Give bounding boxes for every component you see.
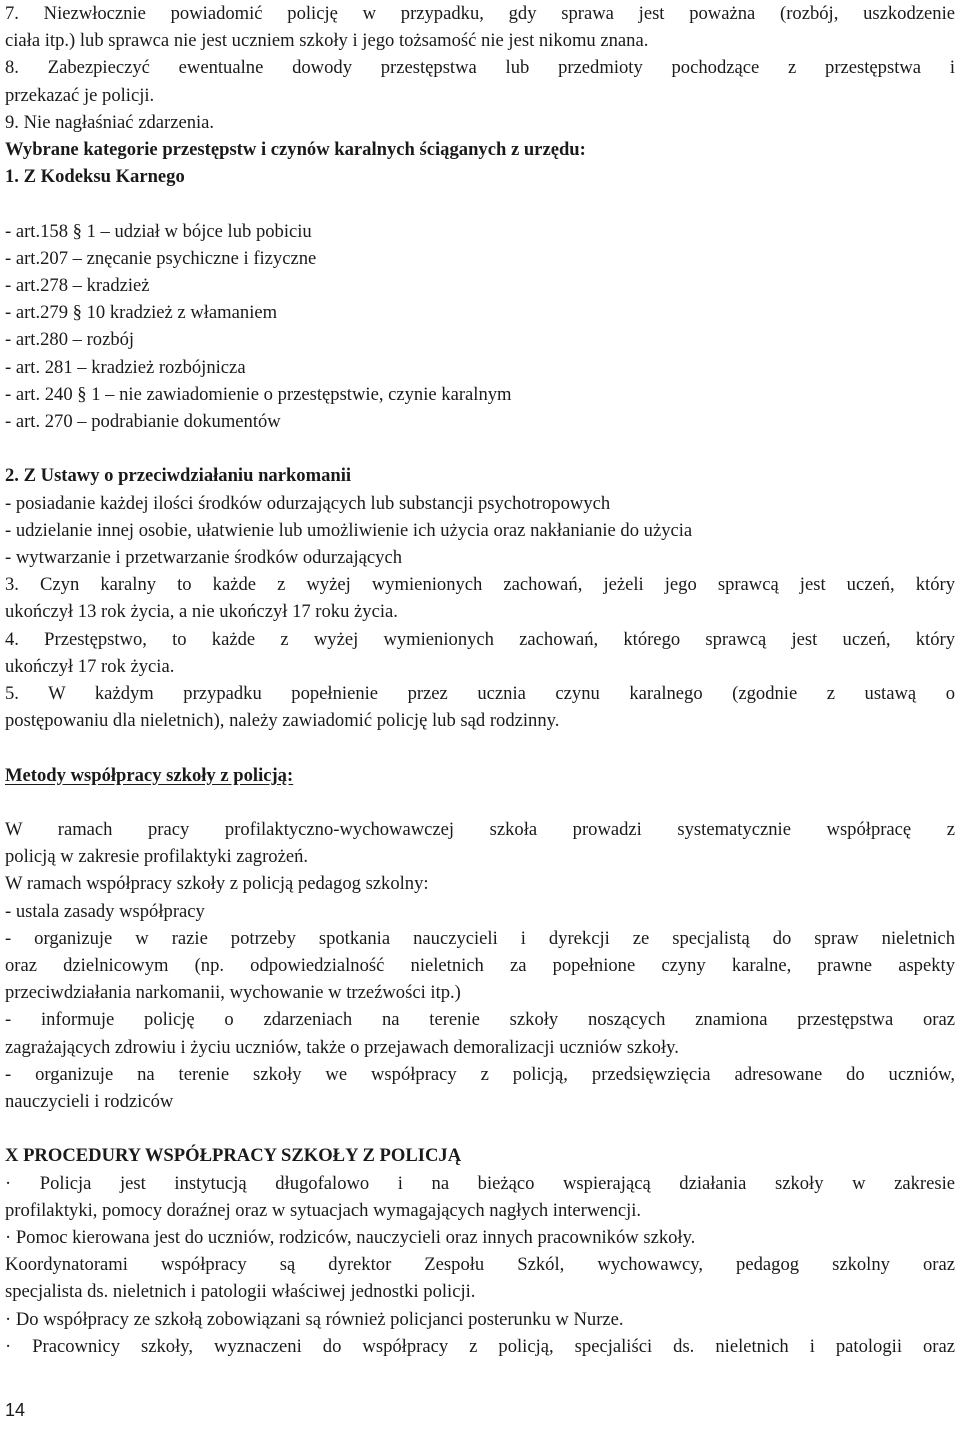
spacer bbox=[5, 734, 955, 761]
section-x-line: · Do współpracy ze szkołą zobowiązani są również policjanci posterunku w Nurze. bbox=[5, 1308, 624, 1330]
intro-line: 9. Nie nagłaśniać zdarzenia. bbox=[5, 111, 215, 133]
kk-item: - art.280 – rozbój bbox=[5, 329, 135, 351]
pedagog-item: przeciwdziałania narkomanii, wychowanie w trzeźwości itp.) bbox=[5, 982, 461, 1004]
pedagog-item: oraz dzielnicowym (np. odpowiedzialność nieletnich za popełnione czyny karalne, prawne aspekty bbox=[5, 955, 955, 977]
section-x-line: specjalista ds. nieletnich i patologii właściwej jednostki policji. bbox=[5, 1281, 476, 1303]
pedagog-item: - organizuje na terenie szkoły we współpracy z policją, przedsięwzięcia adresowane do uczniów, bbox=[5, 1063, 955, 1085]
intro-line: 8. Zabezpieczyć ewentualne dowody przestępstwa lub przedmioty pochodzące z przestępstwa i bbox=[5, 57, 955, 79]
section-x-heading: X PROCEDURY WSPÓŁPRACY SZKOŁY Z POLICJĄ bbox=[5, 1145, 462, 1167]
kk-item: - art. 270 – podrabianie dokumentów bbox=[5, 411, 281, 433]
kk-item: - art.278 – kradzież bbox=[5, 275, 150, 297]
section-x-line: · Pomoc kierowana jest do uczniów, rodziców, nauczycieli oraz innych pracowników szkoły. bbox=[5, 1227, 696, 1249]
point-4-line: ukończył 17 rok życia. bbox=[5, 655, 175, 677]
page-number: 14 bbox=[5, 1400, 26, 1420]
methods-para-line: policją w zakresie profilaktyki zagrożeń. bbox=[5, 846, 309, 868]
section-x-line: · Pracownicy szkoły, wyznaczeni do współpracy z policją, specjaliści ds. nieletnich i patologii oraz bbox=[5, 1335, 955, 1357]
kk-item: - art.279 § 10 kradzież z włamaniem bbox=[5, 302, 278, 324]
narko-heading: 2. Z Ustawy o przeciwdziałaniu narkomanii bbox=[5, 465, 352, 487]
pedagog-item: - ustala zasady współpracy bbox=[5, 900, 205, 922]
intro-line: ciała itp.) lub sprawca nie jest uczniem szkoły i jego tożsamość nie jest nikomu znana. bbox=[5, 30, 649, 52]
pedagog-item: zagrażających zdrowiu i życiu uczniów, także o przejawach demoralizacji uczniów szkoły. bbox=[5, 1036, 679, 1058]
document-page bbox=[5, 0, 955, 1360]
kk-item: - art. 281 – kradzież rozbójnicza bbox=[5, 356, 246, 378]
section-x-line: · Policja jest instytucją długofalowo i na bieżąco wspierającą działania szkoły w zakresie bbox=[5, 1172, 955, 1194]
intro-line: 7. Niezwłocznie powiadomić policję w przypadku, gdy sprawa jest poważna (rozbój, uszkodzenie bbox=[5, 3, 955, 24]
methods-para-line: W ramach pracy profilaktyczno-wychowawczej szkoła prowadzi systematycznie współpracę z bbox=[5, 819, 955, 841]
kk-item: - art.158 § 1 – udział w bójce lub pobiciu bbox=[5, 220, 312, 242]
point-4-line: 4. Przestępstwo, to każde z wyżej wymienionych zachowań, którego sprawcą jest uczeń, który bbox=[5, 628, 955, 650]
intro-line: przekazać je policji. bbox=[5, 84, 155, 106]
section-x-line: Koordynatorami współpracy są dyrektor Zespołu Szkól, wychowawcy, pedagog szkolny oraz bbox=[5, 1254, 955, 1276]
pedagog-item: - organizuje w razie potrzeby spotkania nauczycieli i dyrekcji ze specjalistą do spraw nieletnich bbox=[5, 927, 955, 949]
pedagog-item: nauczycieli i rodziców bbox=[5, 1091, 174, 1113]
categories-heading: Wybrane kategorie przestępstw i czynów karalnych ściąganych z urzędu: bbox=[5, 139, 586, 161]
kk-item: - art.207 – znęcanie psychiczne i fizyczne bbox=[5, 247, 317, 269]
kk-item: - art. 240 § 1 – nie zawiadomienie o przestępstwie, czynie karalnym bbox=[5, 383, 512, 405]
spacer bbox=[5, 190, 955, 217]
point-3-line: ukończył 13 rok życia, a nie ukończył 17 roku życia. bbox=[5, 601, 398, 623]
point-5-line: postępowaniu dla nieletnich), należy zawiadomić policję lub sąd rodzinny. bbox=[5, 710, 560, 732]
spacer bbox=[5, 435, 955, 462]
pedagog-item: - informuje policję o zdarzeniach na terenie szkoły noszących znamiona przestępstwa oraz bbox=[5, 1009, 955, 1031]
kk-heading: 1. Z Kodeksu Karnego bbox=[5, 166, 185, 188]
narko-item: - wytwarzanie i przetwarzanie środków odurzających bbox=[5, 547, 402, 569]
narko-item: - udzielanie innej osobie, ułatwienie lub umożliwienie ich użycia oraz nakłanianie do użycia bbox=[5, 519, 693, 541]
narko-item: - posiadanie każdej ilości środków odurzających lub substancji psychotropowych bbox=[5, 492, 611, 514]
section-x-line: profilaktyki, pomocy doraźnej oraz w sytuacjach wymagających nagłych interwencji. bbox=[5, 1199, 642, 1221]
methods-heading: Metody współpracy szkoły z policją: bbox=[5, 764, 294, 786]
point-3-line: 3. Czyn karalny to każde z wyżej wymienionych zachowań, jeżeli jego sprawcą jest uczeń, który bbox=[5, 574, 955, 596]
spacer bbox=[5, 789, 955, 816]
pedagog-intro: W ramach współpracy szkoły z policją pedagog szkolny: bbox=[5, 873, 429, 895]
point-5-line: 5. W każdym przypadku popełnienie przez ucznia czynu karalnego (zgodnie z ustawą o bbox=[5, 683, 955, 705]
spacer bbox=[5, 1115, 955, 1142]
